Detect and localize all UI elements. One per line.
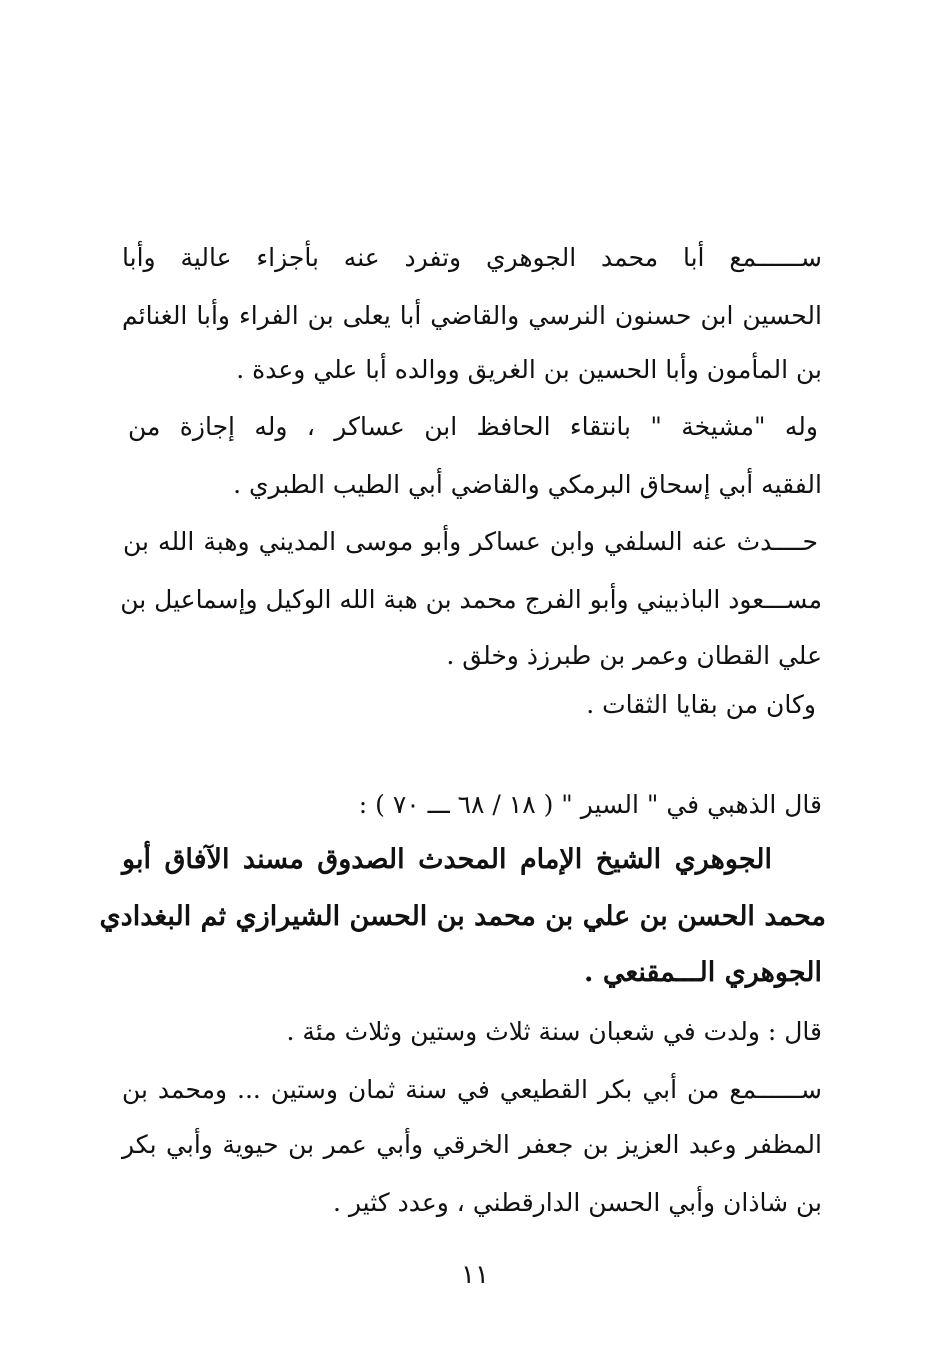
heading-line: الجوهري الـــمقنعي . [584,957,822,988]
text-line: بن شاذان وأبي الحسن الدارقطني ، وعدد كثير . [332,1188,822,1217]
text-line: ســــــمع من أبي بكر القطيعي في سنة ثمان وستين ... ومحمد بن [122,1075,822,1104]
text-line: الفقيه أبي إسحاق البرمكي والقاضي أبي الطيب الطبري . [233,470,822,499]
citation-line: قال الذهبي في " السير " ( ١٨ / ٦٨ ـــ ٧٠ ) : [358,790,822,819]
text-line: بن المأمون وأبا الحسين بن الغريق ووالده أبا علي وعدة . [236,355,822,384]
heading-line: الجوهري الشيخ الإمام المحدث الصدوق مسند الآفاق أبو [122,844,772,875]
text-line: الحسين ابن حسنون النرسي والقاضي أبا يعلى بن الفراء وأبا الغنائم [122,301,822,330]
page-number: ١١ [461,1260,489,1290]
text-line: المظفر وعبد العزيز بن جعفر الخرقي وأبي عمر بن حيوية وأبي بكر [122,1130,822,1159]
text-line: قال : ولدت في شعبان سنة ثلاث وستين وثلاث مئة . [286,1017,822,1046]
text-line: علي القطان وعمر بن طبرزذ وخلق . [446,641,822,670]
text-line: مســـعود الباذبيني وأبو الفرج محمد بن هبة الله الوكيل وإسماعيل بن [120,585,822,614]
text-line: وكان من بقايا الثقات . [586,690,816,719]
text-line: ســــــمع أبا محمد الجوهري وتفرد عنه بأجزاء عالية وأبا [122,243,822,272]
text-line: وله "مشيخة " بانتقاء الحافظ ابن عساكر ، وله إجازة من [128,412,818,441]
text-line: حــــدث عنه السلفي وابن عساكر وأبو موسى المديني وهبة الله بن [123,527,818,556]
heading-line: محمد الحسن بن علي بن محمد بن الحسن الشيرازي ثم البغدادي [99,901,826,932]
